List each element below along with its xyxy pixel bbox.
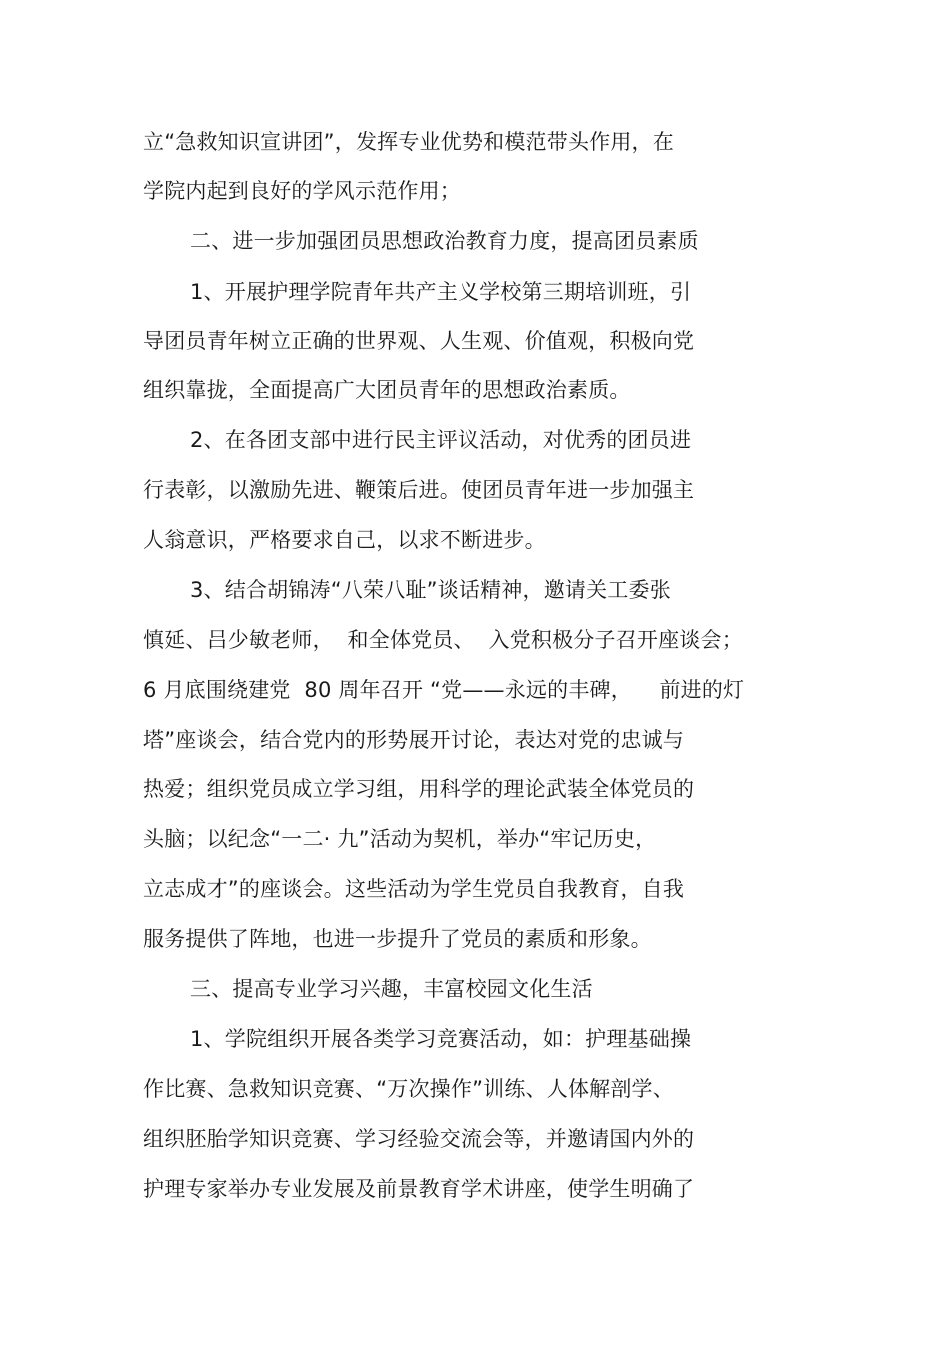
text-line: 1、学院组织开展各类学习竞赛活动，如：护理基础操 <box>190 1027 692 1051</box>
text-line: 1、开展护理学院青年共产主义学校第三期培训班，引 <box>190 280 692 304</box>
text-line: 立志成才”的座谈会。这些活动为学生党员自我教育，自我 <box>143 877 685 901</box>
text-line: 头脑；以纪念“一二· 九”活动为契机，举办“牢记历史， <box>143 827 657 851</box>
text-line: 学院内起到良好的学风示范作用； <box>143 179 461 203</box>
text-line: 护理专家举办专业发展及前景教育学术讲座，使学生明确了 <box>143 1177 695 1201</box>
text-line: 行表彰，以激励先进、鞭策后进。使团员青年进一步加强主 <box>143 478 695 502</box>
text-line: 组织胚胎学知识竞赛、学习经验交流会等，并邀请国内外的 <box>143 1127 695 1151</box>
text-line: 组织靠拢，全面提高广大团员青年的思想政治素质。 <box>143 378 631 402</box>
text-line: 慎延、吕少敏老师， 和全体党员、 入党积极分子召开座谈会； <box>143 628 743 652</box>
text-line: 立“急救知识宣讲团”，发挥专业优势和模范带头作用，在 <box>143 130 674 154</box>
text-line: 导团员青年树立正确的世界观、人生观、价值观，积极向党 <box>143 329 695 353</box>
text-line: 服务提供了阵地，也进一步提升了党员的素质和形象。 <box>143 927 652 951</box>
text-line: 2、在各团支部中进行民主评议活动，对优秀的团员进 <box>190 428 692 452</box>
section-heading: 三、提高专业学习兴趣，丰富校园文化生活 <box>190 977 593 1001</box>
text-line: 6 月底围绕建党 80 周年召开 “党——永远的丰碑， 前进的灯 <box>143 678 745 702</box>
text-line: 塔”座谈会，结合党内的形势展开讨论，表达对党的忠诚与 <box>143 728 685 752</box>
text-line: 热爱；组织党员成立学习组，用科学的理论武装全体党员的 <box>143 777 695 801</box>
text-line: 人翁意识，严格要求自己，以求不断进步。 <box>143 528 546 552</box>
section-heading: 二、进一步加强团员思想政治教育力度，提高团员素质 <box>190 229 699 253</box>
text-line: 作比赛、急救知识竞赛、“万次操作”训练、人体解剖学、 <box>143 1077 674 1101</box>
text-line: 3、结合胡锦涛“八荣八耻”谈话精神，邀请关工委张 <box>190 578 671 602</box>
